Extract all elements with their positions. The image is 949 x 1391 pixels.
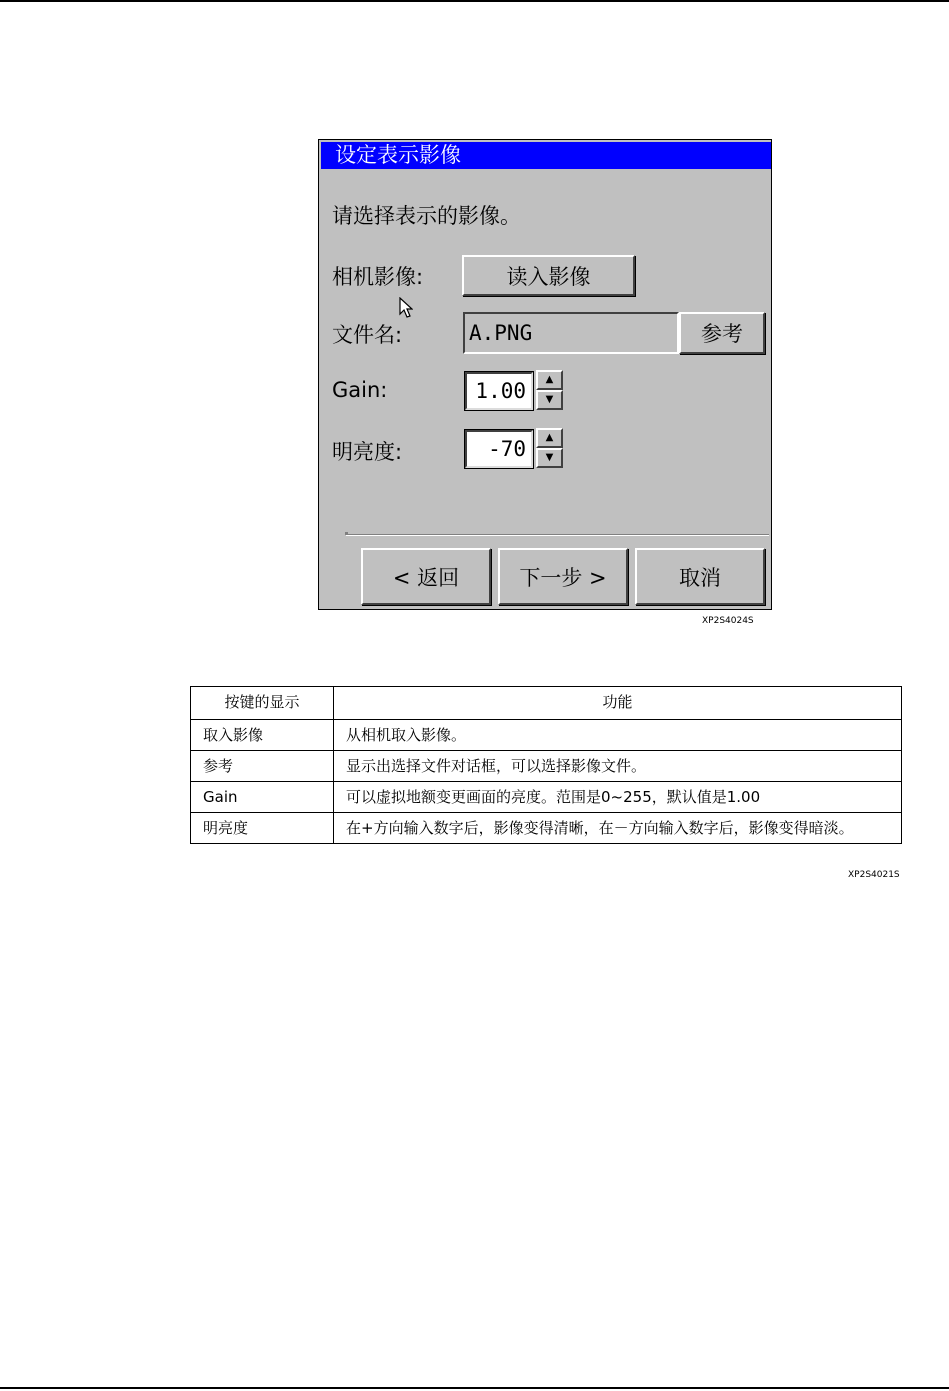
separator-line xyxy=(346,534,769,536)
dialog-titlebar: 设定表示影像 xyxy=(321,142,771,169)
row-function: 在+方向输入数字后，影像变得清晰，在－方向输入数字后，影像变得暗淡。 xyxy=(334,813,902,844)
brightness-stepper xyxy=(536,428,563,468)
filename-label: 文件名: xyxy=(332,323,403,347)
top-rule xyxy=(0,0,949,2)
filename-field[interactable]: A.PNG xyxy=(463,312,679,354)
next-button[interactable]: 下一步 > xyxy=(498,548,628,605)
row-key: 取入影像 xyxy=(191,720,334,751)
table-row xyxy=(191,813,902,844)
brightness-label: 明亮度: xyxy=(332,440,403,464)
table-row xyxy=(191,782,902,813)
bottom-rule xyxy=(0,1387,949,1389)
gain-stepper xyxy=(536,370,563,410)
row-key: Gain xyxy=(191,782,334,813)
cancel-button[interactable]: 取消 xyxy=(635,548,765,605)
brightness-input[interactable]: -70 xyxy=(465,430,533,468)
table-row xyxy=(191,720,902,751)
gain-label: Gain: xyxy=(332,378,388,402)
row-function: 可以虚拟地额变更画面的亮度。范围是0~255，默认值是1.00 xyxy=(334,782,902,813)
table-header-row xyxy=(191,687,902,720)
gain-up-arrow-icon[interactable]: ▲ xyxy=(536,370,563,390)
row-key: 明亮度 xyxy=(191,813,334,844)
dialog-prompt: 请选择表示的影像。 xyxy=(332,204,521,228)
back-button[interactable]: < 返回 xyxy=(361,548,491,605)
row-function: 从相机取入影像。 xyxy=(334,720,902,751)
read-image-button[interactable]: 读入影像 xyxy=(462,255,635,296)
gain-down-arrow-icon[interactable]: ▼ xyxy=(536,390,563,410)
row-key: 参考 xyxy=(191,751,334,782)
key-function-table xyxy=(190,686,902,844)
brightness-down-arrow-icon[interactable]: ▼ xyxy=(536,448,563,468)
mouse-pointer-icon xyxy=(399,297,413,319)
camera-image-label: 相机影像: xyxy=(332,265,424,289)
brightness-up-arrow-icon[interactable]: ▲ xyxy=(536,428,563,448)
dialog-figure-caption: XP2S4024S xyxy=(702,616,754,626)
set-display-image-dialog xyxy=(318,139,772,610)
column-header-function: 功能 xyxy=(334,687,902,720)
table-figure-caption: XP2S4021S xyxy=(848,870,900,880)
table-row xyxy=(191,751,902,782)
gain-input[interactable]: 1.00 xyxy=(465,372,533,410)
browse-button[interactable]: 参考 xyxy=(679,312,765,354)
column-header-key: 按键的显示 xyxy=(191,687,334,720)
row-function: 显示出选择文件对话框，可以选择影像文件。 xyxy=(334,751,902,782)
